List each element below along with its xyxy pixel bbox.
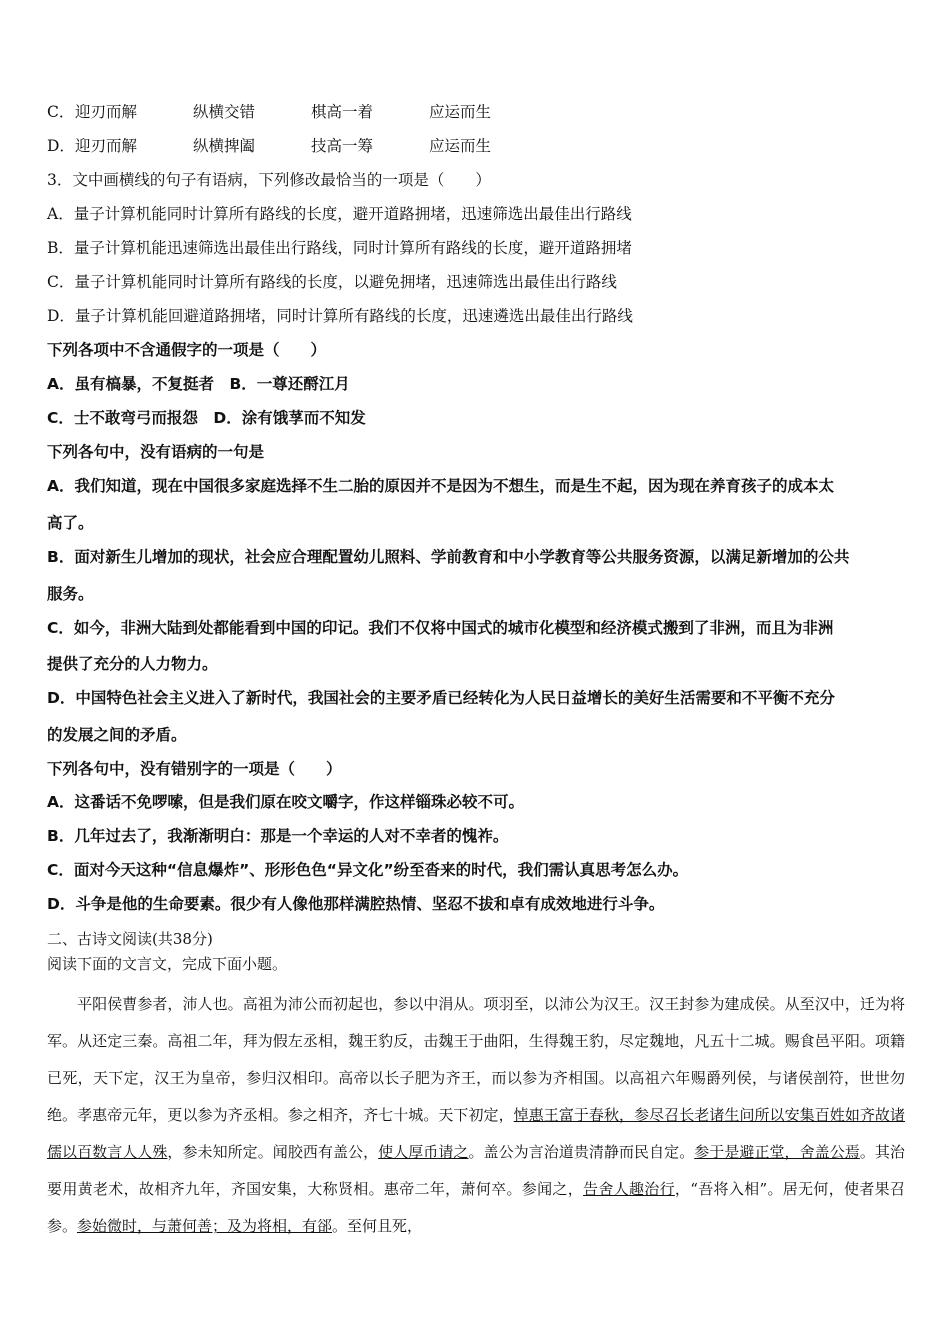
yubing-option-d-line1: D．中国特色社会主义进入了新时代，我国社会的主要矛盾已经转化为人民日益增长的美好生活需要和不平衡不充分 xyxy=(47,689,835,707)
yubing-option-b-line2: 服务。 xyxy=(47,585,94,603)
yubing-option-a-line1: A．我们知道，现在中国很多家庭选择不生二胎的原因并不是因为不想生，而是生不起，因为现在养育孩子的成本太 xyxy=(47,477,834,495)
yubing-option-b-line1: B．面对新生儿增加的现状，社会应合理配置幼儿照料、学前教育和中小学教育等公共服务资源，以满足新增加的公共 xyxy=(47,548,850,566)
underlined-sentence-4: 告舍人趣治行 xyxy=(583,1180,675,1198)
passage-text: ，“吾将入相”。居无何，使者果召参。 xyxy=(47,1180,905,1235)
passage-text: 平阳侯曹参者，沛人也。高祖为沛公而初起也，参以中涓从。项羽至，以沛公为汉王。汉王封参为建成侯。从至汉中，迁为将军。从还定三秦。高祖二年，拜为假左丞相，魏王豹反，击魏王于曲阳，生得魏王豹，尽定魏地，凡五十二城。赐食邑平阳。项籍已死，天下定，汉王为皇帝，参归汉相印。高帝以长子肥为齐王，而以参为齐相国。以高祖六年赐爵列侯，与诸侯剖符，世世勿绝。孝惠帝元年，更以参为齐丞相。参之相齐，齐七十城。天下初定， xyxy=(47,995,905,1124)
passage-text: 。至何且死， xyxy=(332,1217,423,1235)
cuobiezi-option-c: C．面对今天这种“信息爆炸”、形形色色“异文化”纷至沓来的时代，我们需认真思考怎么办。 xyxy=(47,861,689,879)
q3-option-d: D．量子计算机能回避道路拥堵，同时计算所有路线的长度，迅速遴选出最佳出行路线 xyxy=(47,307,633,325)
option-item: 棋高一着 xyxy=(311,103,374,121)
option-label: D． xyxy=(47,137,75,155)
section-instruction: 阅读下面的文言文，完成下面小题。 xyxy=(47,955,288,973)
cuobiezi-stem: 下列各句中，没有错别字的一项是（ ） xyxy=(47,760,342,778)
yubing-option-d-line2: 的发展之间的矛盾。 xyxy=(47,726,187,744)
cuobiezi-option-b: B．几年过去了，我渐渐明白：那是一个幸运的人对不幸者的愧祚。 xyxy=(47,827,509,845)
yubing-option-c-line1: C．如今，非洲大陆到处都能看到中国的印记。我们不仅将中国式的城市化模型和经济模式搬到了非洲，而且为非洲 xyxy=(47,619,834,637)
underlined-sentence-2: 使人厚币请之 xyxy=(378,1143,469,1161)
q3-stem: 3．文中画横线的句子有语病，下列修改最恰当的一项是（ ） xyxy=(47,171,491,189)
q3-option-b: B．量子计算机能迅速筛选出最佳出行路线，同时计算所有路线的长度，避开道路拥堵 xyxy=(47,239,632,257)
passage-text: 。盖公为言治道贵清静而民自定。 xyxy=(468,1143,695,1161)
passage-text: ，参未知所定。闻胶西有盖公， xyxy=(167,1143,379,1161)
option-item: 应运而生 xyxy=(429,103,492,121)
yubing-option-c-line2: 提供了充分的人力物力。 xyxy=(47,655,218,673)
option-item: 纵横捭阖 xyxy=(193,137,256,155)
option-item: 应运而生 xyxy=(429,137,492,155)
yubing-option-a-line2: 高了。 xyxy=(47,514,94,532)
cuobiezi-option-a: A．这番话不免啰嗦，但是我们原在咬文嚼字，作这样锱珠必较不可。 xyxy=(47,793,524,811)
option-item: 技高一筹 xyxy=(311,137,374,155)
underlined-sentence-5: 参始微时，与萧何善；及为将相，有郤 xyxy=(77,1217,333,1235)
option-label: C． xyxy=(47,103,75,121)
cuobiezi-option-d: D．斗争是他的生命要素。很少有人像他那样满腔热情、坚忍不拔和卓有成效地进行斗争。 xyxy=(47,895,665,913)
underlined-sentence-3: 参于是避正堂，舍盖公焉 xyxy=(694,1143,860,1161)
option-item: 迎刃而解 xyxy=(75,103,138,121)
classical-passage xyxy=(47,986,905,1245)
q3-option-c: C．量子计算机能同时计算所有路线的长度，以避免拥堵，迅速筛选出最佳出行路线 xyxy=(47,273,617,291)
underlined-sentence-1: 悼惠王富于春秋，参尽召长老诸生问所以安集百姓如齐故诸儒以百数言人人殊 xyxy=(47,1106,905,1161)
option-item: 迎刃而解 xyxy=(75,137,138,155)
option-item: 纵横交错 xyxy=(193,103,256,121)
yubing-stem: 下列各句中，没有语病的一句是 xyxy=(47,443,265,461)
tongjia-options-ab: A．虽有槁暴，不复挺者 B．一尊还酹江月 xyxy=(47,375,350,393)
q2-option-c xyxy=(47,102,491,122)
q3-option-a: A．量子计算机能同时计算所有路线的长度，避开道路拥堵，迅速筛选出最佳出行路线 xyxy=(47,205,632,223)
section-title: 二、古诗文阅读(共38分) xyxy=(47,930,213,948)
tongjia-stem: 下列各项中不含通假字的一项是（ ） xyxy=(47,341,327,359)
passage-text: 。其治要用黄老术，故相齐九年，齐国安集，大称贤相。惠帝二年，萧何卒。参闻之， xyxy=(47,1143,905,1198)
q2-option-d xyxy=(47,136,491,156)
tongjia-options-cd: C．士不敢弯弓而报怨 D．涂有饿莩而不知发 xyxy=(47,409,366,427)
